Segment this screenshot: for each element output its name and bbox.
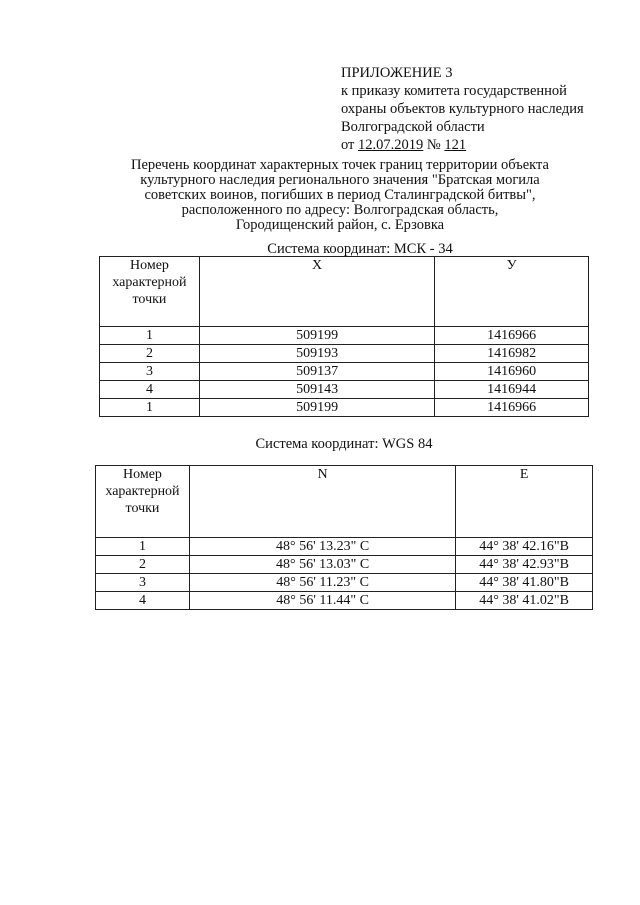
point-number-cell: 1 — [96, 538, 190, 556]
x-cell: 509137 — [199, 363, 434, 381]
table1-caption: Система координат: МСК - 34 — [267, 241, 453, 257]
appendix-block — [341, 64, 584, 154]
title-line: расположенного по адресу: Волгоградская область, — [181, 202, 499, 218]
title-line: Городищенский район, с. Ерзовка — [235, 217, 445, 233]
x-cell: 509143 — [199, 381, 434, 399]
point-number-cell: 3 — [96, 574, 190, 592]
header-n: N — [189, 466, 455, 538]
point-number-cell: 2 — [96, 556, 190, 574]
x-cell: 509199 — [199, 327, 434, 345]
longitude-cell: 44° 38' 42.93"В — [456, 556, 593, 574]
longitude-cell: 44° 38' 42.16"В — [456, 538, 593, 556]
latitude-cell: 48° 56' 13.03" С — [189, 556, 455, 574]
document-title — [100, 158, 580, 233]
date-prefix: от — [341, 137, 359, 153]
latitude-cell: 48° 56' 11.23" С — [189, 574, 455, 592]
table-row — [96, 556, 593, 574]
header-y: У — [435, 257, 589, 327]
point-number-cell: 4 — [100, 381, 200, 399]
point-number-cell: 4 — [96, 592, 190, 610]
table-header-row — [96, 466, 593, 538]
y-cell: 1416944 — [435, 381, 589, 399]
appendix-date-line — [341, 136, 584, 154]
header-point-number: Номер характерной точки — [96, 466, 190, 538]
longitude-cell: 44° 38' 41.02"В — [456, 592, 593, 610]
wgs84-coordinates-table — [95, 465, 593, 610]
title-line: советских воинов, погибших в период Сталинградской битвы", — [144, 187, 536, 203]
latitude-cell: 48° 56' 13.23" С — [189, 538, 455, 556]
title-line: культурного наследия регионального значения "Братская могила — [140, 172, 540, 188]
appendix-label: ПРИЛОЖЕНИЕ 3 — [341, 65, 453, 81]
point-number-cell: 1 — [100, 399, 200, 417]
y-cell: 1416966 — [435, 399, 589, 417]
table2-caption: Система координат: WGS 84 — [255, 436, 433, 452]
table-row — [100, 327, 589, 345]
table-row — [100, 363, 589, 381]
header-e: E — [456, 466, 593, 538]
longitude-cell: 44° 38' 41.80"В — [456, 574, 593, 592]
table-row — [96, 592, 593, 610]
header-point-number: Номер характерной точки — [100, 257, 200, 327]
appendix-order-ref: к приказу комитета государственной — [341, 83, 567, 99]
point-number-cell: 1 — [100, 327, 200, 345]
table-row — [96, 574, 593, 592]
appendix-committee: охраны объектов культурного наследия — [341, 101, 584, 117]
y-cell: 1416982 — [435, 345, 589, 363]
y-cell: 1416960 — [435, 363, 589, 381]
number-prefix: № — [423, 137, 445, 153]
table-row — [96, 538, 593, 556]
header-x: X — [199, 257, 434, 327]
table-header-row — [100, 257, 589, 327]
appendix-region: Волгоградской области — [341, 119, 485, 135]
y-cell: 1416966 — [435, 327, 589, 345]
title-line: Перечень координат характерных точек границ территории объекта — [131, 157, 549, 173]
order-date: 12.07.2019 — [358, 137, 424, 153]
table-row — [100, 399, 589, 417]
x-cell: 509199 — [199, 399, 434, 417]
latitude-cell: 48° 56' 11.44" С — [189, 592, 455, 610]
point-number-cell: 3 — [100, 363, 200, 381]
msk34-coordinates-table — [99, 256, 589, 417]
x-cell: 509193 — [199, 345, 434, 363]
table-row — [100, 345, 589, 363]
order-number: 121 — [444, 137, 467, 153]
point-number-cell: 2 — [100, 345, 200, 363]
table-row — [100, 381, 589, 399]
